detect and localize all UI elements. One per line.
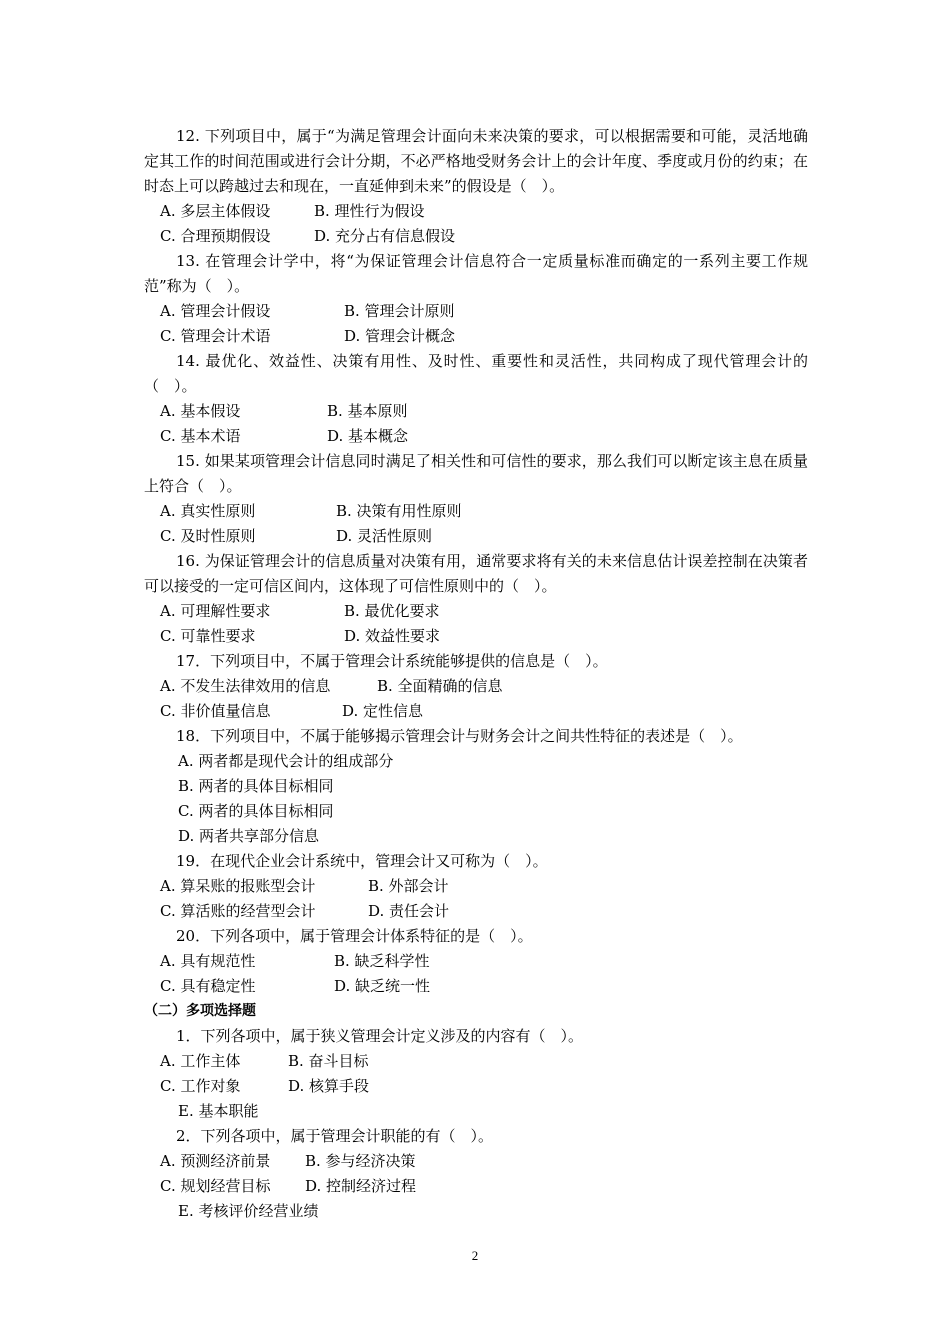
option-c: C. 管理会计术语: [160, 327, 271, 345]
option-d: D. 基本概念: [327, 427, 409, 445]
option-c: C. 合理预期假设: [160, 227, 271, 245]
option-c: C. 两者的具体目标相同: [178, 802, 334, 820]
option-row: [144, 224, 808, 249]
option-c: C. 工作对象: [160, 1077, 241, 1095]
option-c: C. 及时性原则: [160, 527, 256, 545]
option-d: D. 两者共享部分信息: [178, 827, 320, 845]
option-a: A. 两者都是现代会计的组成部分: [178, 752, 394, 770]
option-d: D. 充分占有信息假设: [314, 227, 456, 245]
option-d: D. 管理会计概念: [344, 327, 456, 345]
question-20: 20．下列各项中，属于管理会计体系特征的是（ ）。: [176, 927, 533, 945]
question-19: 19．在现代企业会计系统中，管理会计又可称为（ ）。: [176, 852, 548, 870]
option-d: D. 效益性要求: [344, 627, 441, 645]
option-row: [144, 399, 808, 424]
option-row: [144, 524, 808, 549]
option-d: D. 控制经济过程: [305, 1177, 417, 1195]
option-row: [144, 1149, 808, 1174]
option-d: D. 定性信息: [342, 702, 424, 720]
option-a: A. 不发生法律效用的信息: [160, 677, 331, 695]
option-b: B. 缺乏科学性: [334, 952, 430, 970]
multi-question-1: 1．下列各项中，属于狭义管理会计定义涉及的内容有（ ）。: [176, 1027, 584, 1045]
option-b: B. 管理会计原则: [344, 302, 455, 320]
option-e: E. 基本职能: [178, 1102, 259, 1120]
option-d: D. 核算手段: [288, 1077, 370, 1095]
option-b: B. 最优化要求: [344, 602, 440, 620]
option-row: [144, 1074, 808, 1099]
option-row: [144, 674, 808, 699]
option-row: [144, 599, 808, 624]
option-row: [144, 899, 808, 924]
option-a: A. 可理解性要求: [160, 602, 271, 620]
option-c: C. 规划经营目标: [160, 1177, 271, 1195]
option-row: [144, 424, 808, 449]
option-a: A. 预测经济前景: [160, 1152, 271, 1170]
option-d: D. 缺乏统一性: [334, 977, 431, 995]
option-row: [144, 324, 808, 349]
option-row: [144, 624, 808, 649]
option-c: C. 非价值量信息: [160, 702, 271, 720]
question-17: 17．下列项目中，不属于管理会计系统能够提供的信息是（ ）。: [176, 652, 608, 670]
option-b: B. 决策有用性原则: [336, 502, 462, 520]
option-row: [144, 299, 808, 324]
option-c: C. 算活账的经营型会计: [160, 902, 316, 920]
page-content: [144, 124, 808, 1224]
option-b: B. 参与经济决策: [305, 1152, 416, 1170]
option-c: C. 基本术语: [160, 427, 241, 445]
option-b: B. 奋斗目标: [288, 1052, 369, 1070]
option-b: B. 基本原则: [327, 402, 408, 420]
option-a: A. 多层主体假设: [160, 202, 271, 220]
option-row: [144, 874, 808, 899]
option-d: D. 责任会计: [368, 902, 450, 920]
option-row: [144, 1174, 808, 1199]
option-a: A. 具有规范性: [160, 952, 256, 970]
question-14: 14. 最优化、效益性、决策有用性、及时性、重要性和灵活性，共同构成了现代管理会计的（ ）。: [144, 352, 808, 395]
option-b: B. 理性行为假设: [314, 202, 425, 220]
option-a: A. 算呆账的报账型会计: [160, 877, 316, 895]
option-row: [144, 699, 808, 724]
option-row: [144, 1049, 808, 1074]
option-a: A. 管理会计假设: [160, 302, 271, 320]
option-d: D. 灵活性原则: [336, 527, 433, 545]
question-13: 13. 在管理会计学中，将“为保证管理会计信息符合一定质量标准而确定的一系列主要工作规范”称为（ ）。: [144, 252, 808, 295]
section-title: （二）多项选择题: [144, 1003, 256, 1019]
option-row: [144, 199, 808, 224]
page-number: 2: [471, 1248, 479, 1263]
question-16: 16. 为保证管理会计的信息质量对决策有用，通常要求将有关的未来信息估计误差控制在决策者可以接受的一定可信区间内，这体现了可信性原则中的（ ）。: [144, 552, 808, 595]
option-e: E. 考核评价经营业绩: [178, 1202, 319, 1220]
option-row: [144, 499, 808, 524]
question-15: 15. 如果某项管理会计信息同时满足了相关性和可信性的要求，那么我们可以断定该主息在质量上符合（ ）。: [144, 452, 808, 495]
option-a: A. 真实性原则: [160, 502, 256, 520]
option-row: [144, 974, 808, 999]
question-18: 18．下列项目中，不属于能够揭示管理会计与财务会计之间共性特征的表述是（ ）。: [176, 727, 743, 745]
option-b: B. 两者的具体目标相同: [178, 777, 334, 795]
option-row: [144, 949, 808, 974]
question-12: 12. 下列项目中，属于“为满足管理会计面向未来决策的要求，可以根据需要和可能，灵活地确定其工作的时间范围或进行会计分期，不必严格地受财务会计上的会计年度、季度或月份的约束；在时态上可以跨越过去和现在，一直延伸到未来”的假设是（ ）。: [144, 127, 808, 195]
option-c: C. 可靠性要求: [160, 627, 256, 645]
multi-question-2: 2．下列各项中，属于管理会计职能的有（ ）。: [176, 1127, 494, 1145]
option-b: B. 全面精确的信息: [377, 677, 503, 695]
option-a: A. 工作主体: [160, 1052, 241, 1070]
option-b: B. 外部会计: [368, 877, 449, 895]
option-c: C. 具有稳定性: [160, 977, 256, 995]
option-a: A. 基本假设: [160, 402, 241, 420]
